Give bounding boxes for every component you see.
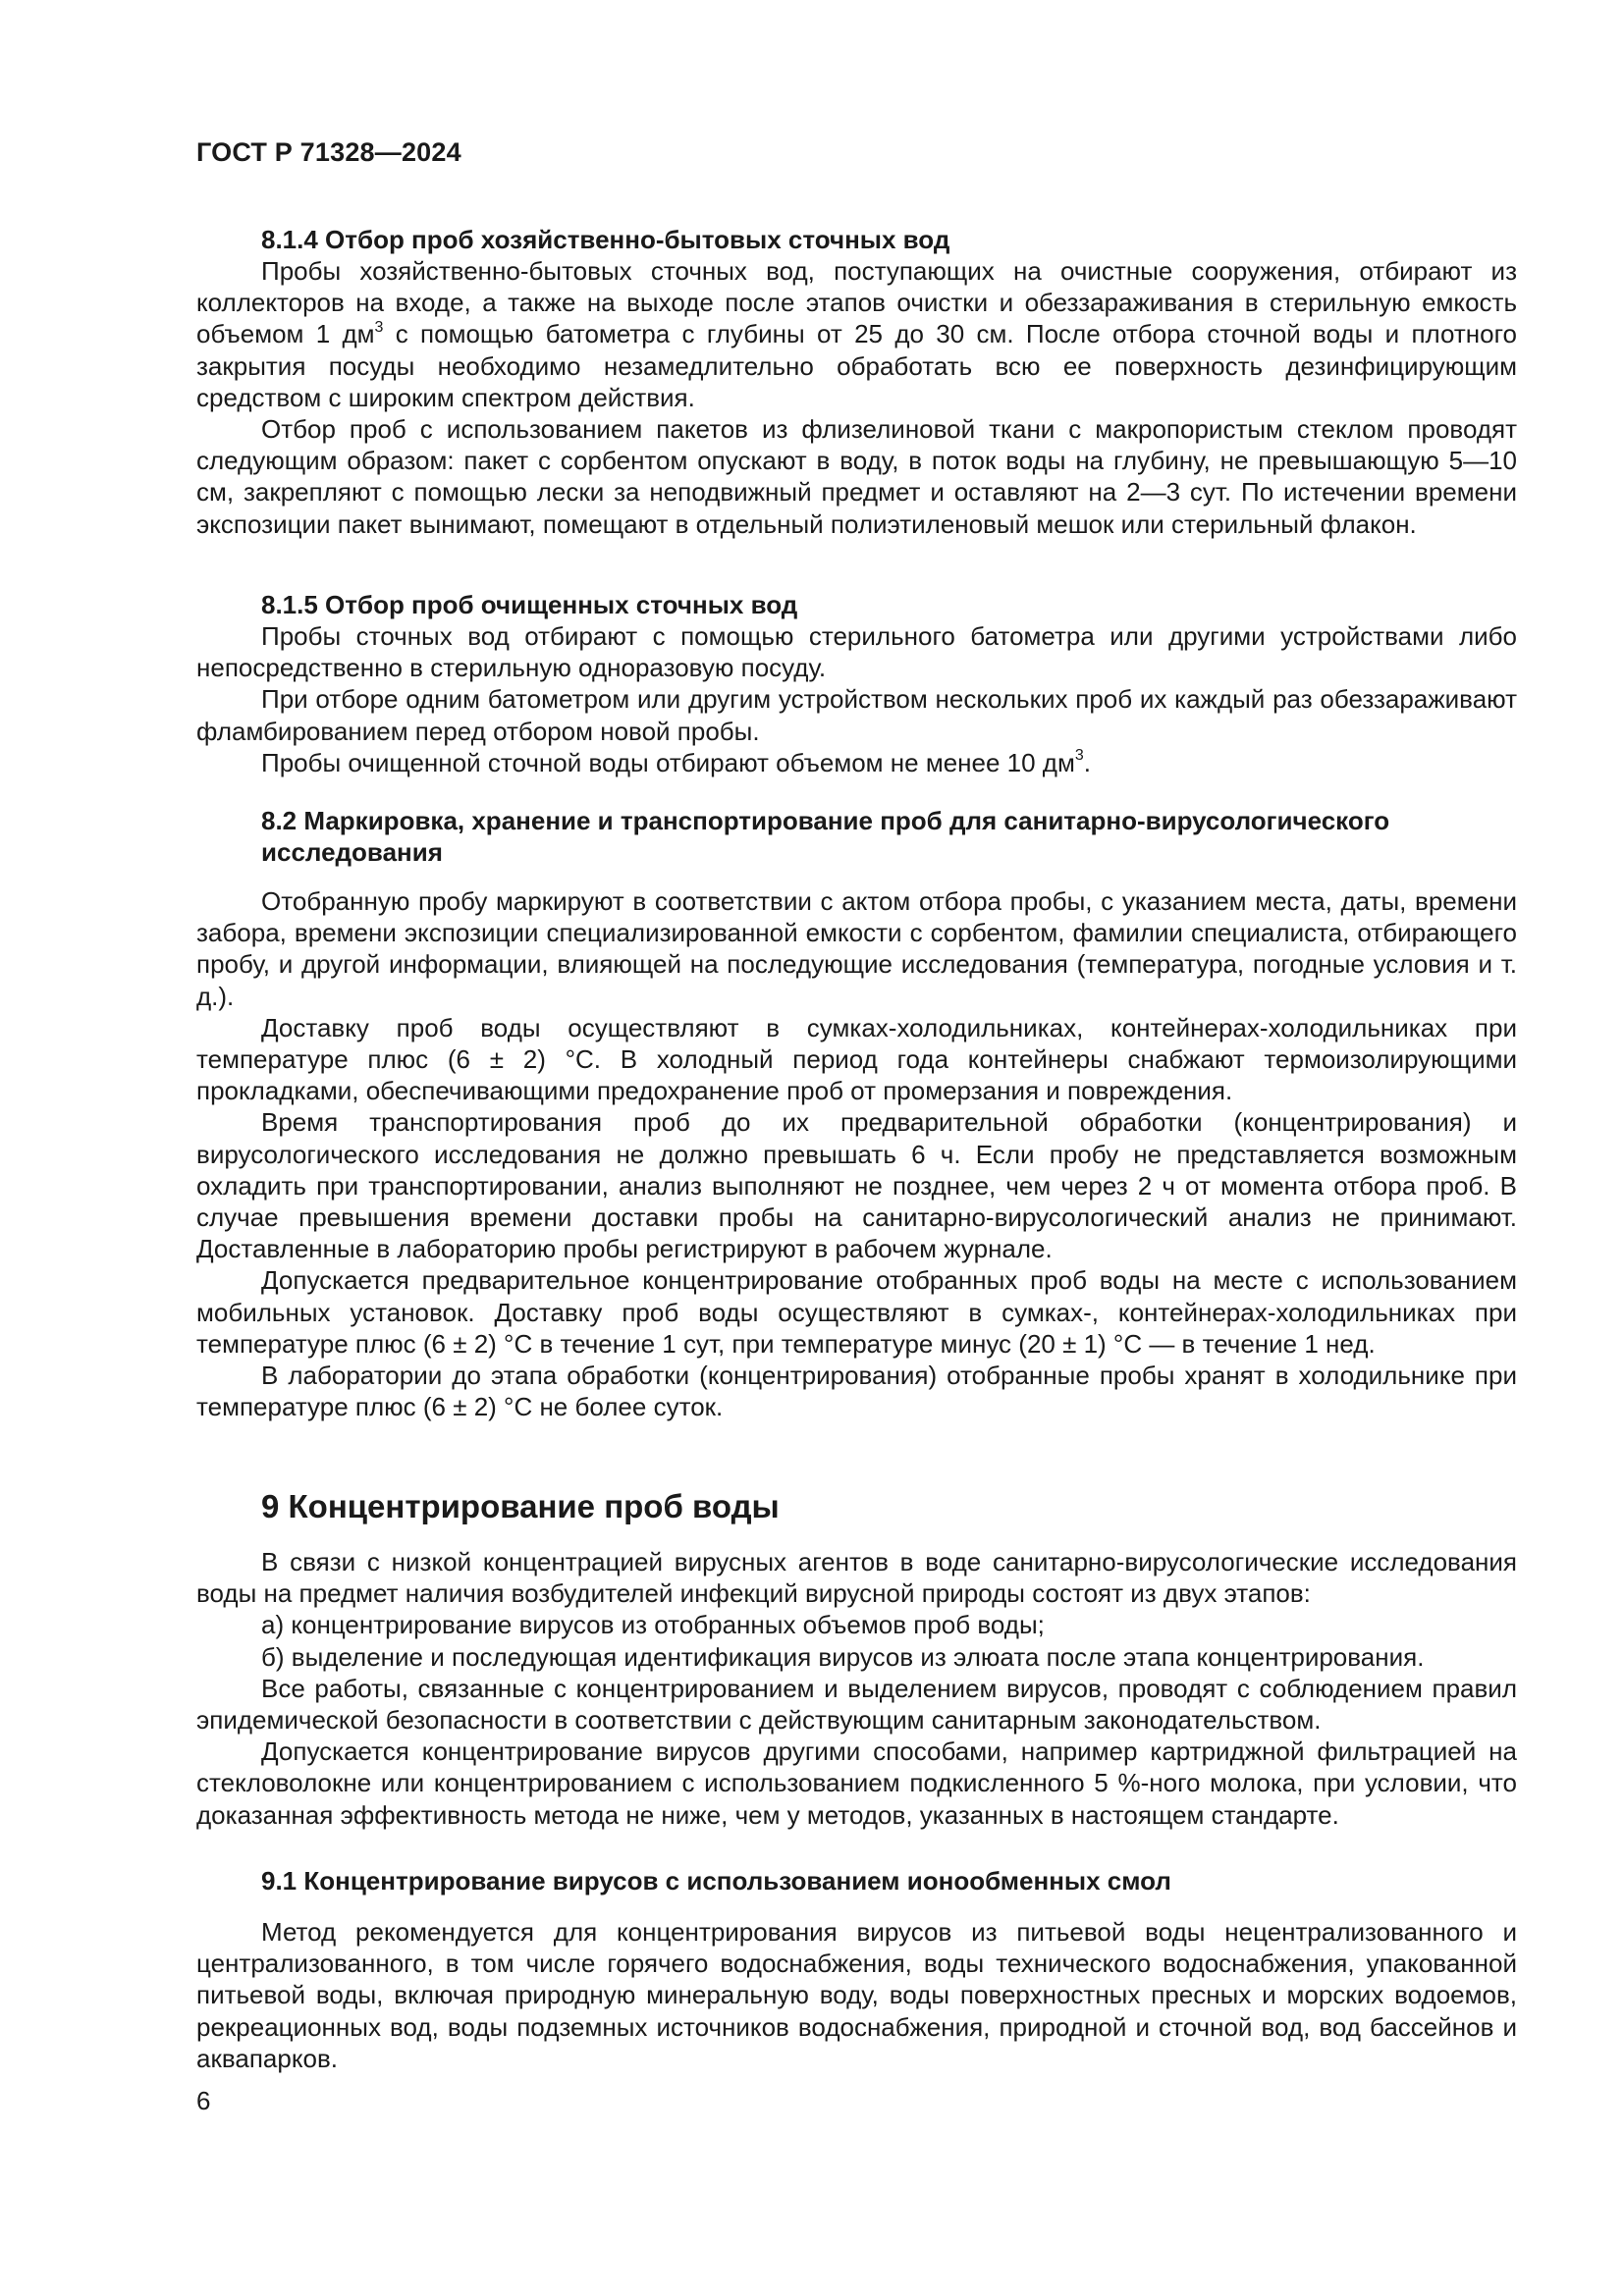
paragraph: При отборе одним батометром или другим устройством нескольких проб их каждый раз обеззараживают фламбированием перед отбором новой пробы.	[196, 684, 1517, 746]
paragraph	[196, 255, 1517, 413]
paragraph: В лаборатории до этапа обработки (концентрирования) отобранные пробы хранят в холодильнике при температуре плюс (6 ± 2) °С не более суток.	[196, 1361, 1517, 1422]
section-heading: 8.1.5 Отбор проб очищенных сточных вод	[261, 590, 798, 619]
chapter-heading: 9 Концентрирование проб воды	[261, 1488, 780, 1524]
paragraph: В связи с низкой концентрацией вирусных агентов в воде санитарно-вирусологические исследования воды на предмет наличия возбудителей инфекций вирусной природы состоят из двух этапов:	[196, 1547, 1517, 1609]
section-8-1-4	[196, 224, 1517, 540]
section-9-1	[196, 1865, 1517, 2074]
list-item: б) выделение и последующая идентификация вирусов из элюата после этапа концентрирования.	[261, 1641, 1425, 1672]
paragraph: Допускается предварительное концентрирование отобранных проб воды на месте с использованием мобильных установок. Доставку проб воды осуществляют в сумках-, контейнерах-холодильниках при температуре плюс (6 ± 2) °С в течение 1 сут, при температуре минус (20 ± 1) °С — в течение 1 нед.	[196, 1265, 1517, 1359]
paragraph: Отобранную пробу маркируют в соответствии с актом отбора пробы, с указанием места, даты, времени забора, времени экспозиции специализированной емкости с сорбентом, фамилии специалиста, отбирающего пробу, и другой информации, влияющей на последующие исследования (температура, погодные условия и т. д.).	[196, 886, 1517, 1011]
section-8-1-5	[196, 589, 1517, 778]
paragraph: Метод рекомендуется для концентрирования вирусов из питьевой воды нецентрализованного и централизованного, в том числе горячего водоснабжения, воды технического водоснабжения, упакованной питьевой воды, включая природную минеральную воду, воды поверхностных пресных и морских водоемов, рекреационных вод, воды подземных источников водоснабжения, природной и сточной вод, вод бассейнов и аквапарков.	[196, 1917, 1517, 2073]
list-item: а) концентрирование вирусов из отобранных объемов проб воды;	[261, 1610, 1045, 1640]
section-8-2	[196, 805, 1517, 1422]
paragraph-text: с помощью батометра с глубины от 25 до 30 см. После отбора сточной воды и плотного закрытия посуды необходимо незамедлительно обработать всю ее поверхность дезинфицирующим средством с широким спектром действия.	[196, 319, 1517, 412]
paragraph: Отбор проб с использованием пакетов из флизелиновой ткани с макропористым стеклом проводят следующим образом: пакет с сорбентом опускают в воду, в поток воды на глубину, не превышающую 5—10 см, закрепляют с помощью лески за неподвижный предмет и оставляют на 2—3 сут. По истечении времени экспозиции пакет вынимают, помещают в отдельный полиэтиленовый мешок или стерильный флакон.	[196, 414, 1517, 539]
section-9	[196, 1487, 1517, 1831]
paragraph: Пробы сточных вод отбирают с помощью стерильного батометра или другими устройствами либо непосредственно в стерильную одноразовую посуду.	[196, 621, 1517, 683]
section-heading: 8.1.4 Отбор проб хозяйственно-бытовых сточных вод	[261, 225, 950, 254]
superscript: 3	[374, 318, 384, 336]
superscript: 3	[1074, 747, 1084, 765]
paragraph-text: .	[1083, 747, 1091, 777]
page-number: 6	[196, 2086, 211, 2115]
paragraph: Время транспортирования проб до их предварительной обработки (концентрирования) и вирусологического исследования не должно превышать 6 ч. Если пробу не представляется возможным охладить при транспортировании, анализ выполняют не позднее, чем через 2 ч от момента отбора проб. В случае превышения времени доставки пробы на санитарно-вирусологический анализ не принимают. Доставленные в лабораторию пробы регистрируют в рабочем журнале.	[196, 1107, 1517, 1264]
document-header: ГОСТ Р 71328—2024	[196, 137, 461, 167]
paragraph-text: Пробы хозяйственно-бытовых сточных вод, поступающих на очистные сооружения, отбирают из коллекторов на входе, а также на выходе после этапов очистки и обеззараживания в стерильную емкость объемом 1 дм	[196, 256, 1517, 349]
paragraph: Допускается концентрирование вирусов другими способами, например картриджной фильтрацией на стекловолокне или концентрированием с использованием подкисленного 5 %-ного молока, при условии, что доказанная эффективность метода не ниже, чем у методов, указанных в настоящем стандарте.	[196, 1736, 1517, 1830]
paragraph: Все работы, связанные с концентрированием и выделением вирусов, проводят с соблюдением правил эпидемической безопасности в соответствии с действующим санитарным законодательством.	[196, 1673, 1517, 1735]
section-heading: 8.2 Маркировка, хранение и транспортирование проб для санитарно-вирусологического исследования	[261, 806, 1390, 867]
paragraph	[196, 747, 1517, 778]
section-heading: 9.1 Концентрирование вирусов с использованием ионообменных смол	[261, 1866, 1171, 1896]
paragraph: Доставку проб воды осуществляют в сумках-холодильниках, контейнерах-холодильниках при температуре плюс (6 ± 2) °С. В холодный период года контейнеры снабжают термоизолирующими прокладками, обеспечивающими предохранение проб от промерзания и повреждения.	[196, 1012, 1517, 1106]
paragraph-text: Пробы очищенной сточной воды отбирают объемом не менее 10 дм	[261, 747, 1075, 777]
